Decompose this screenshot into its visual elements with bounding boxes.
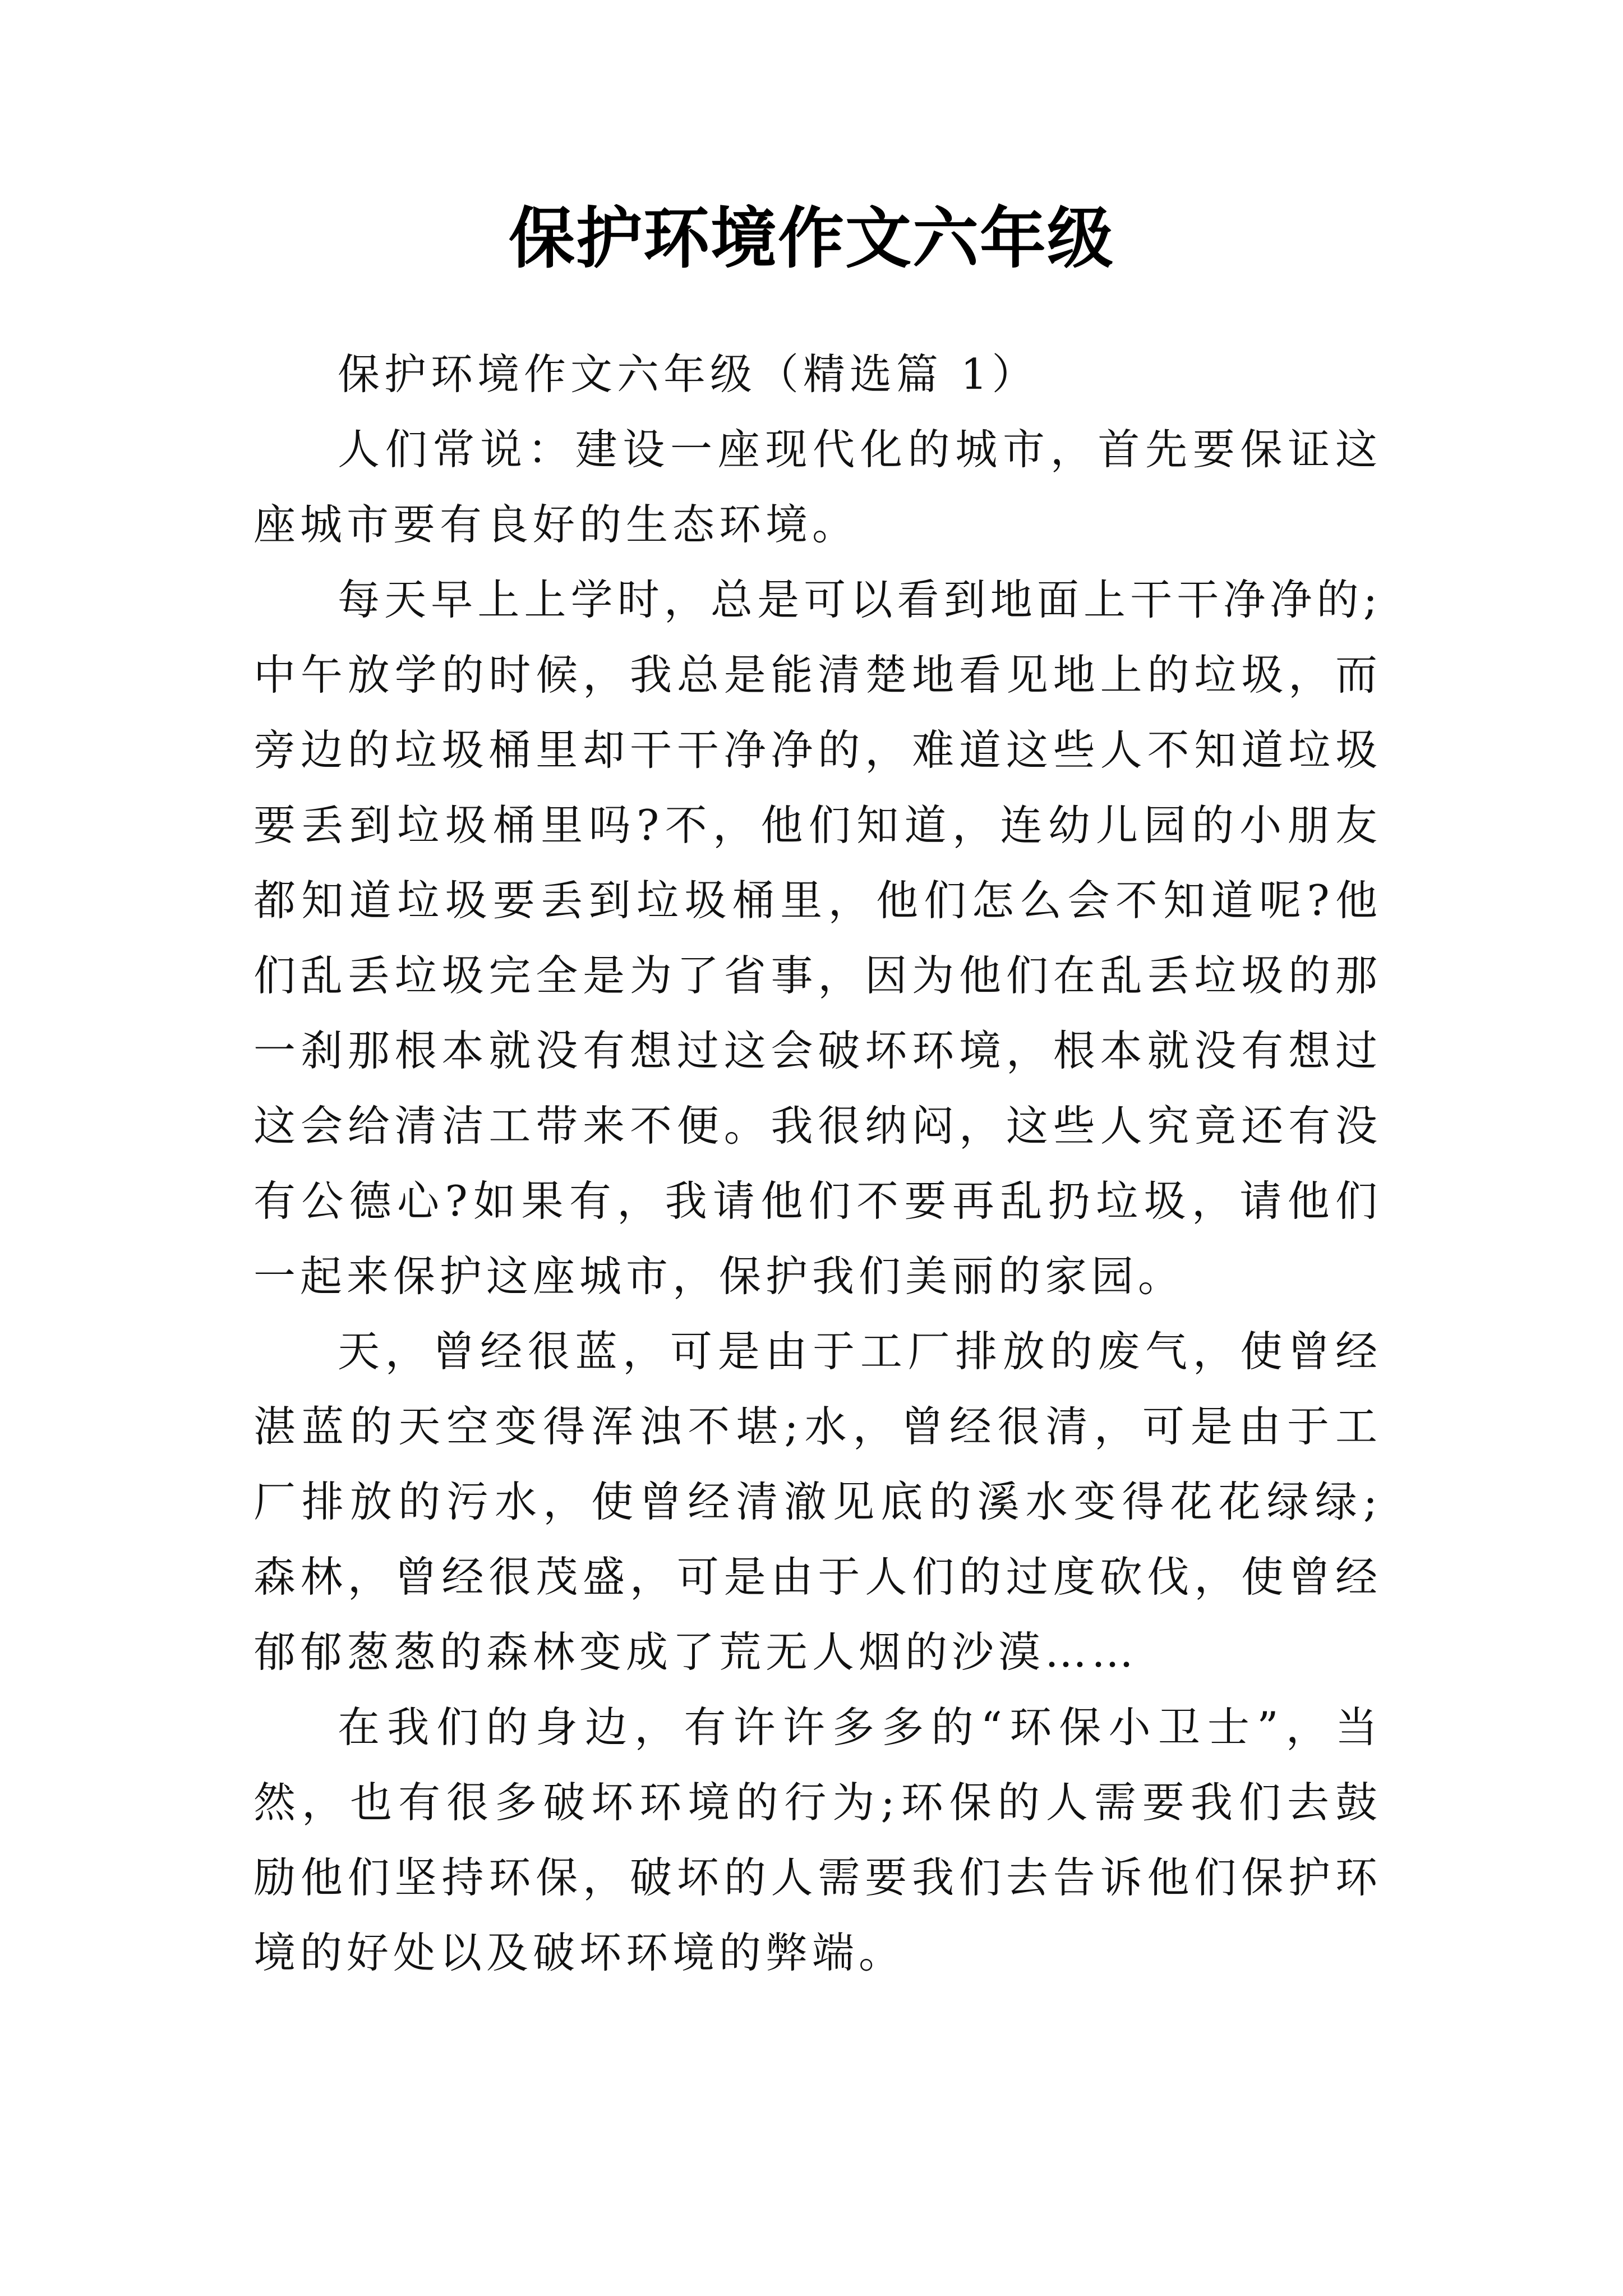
section-heading: 保护环境作文六年级（精选篇 1） [338,349,1039,399]
document-body [253,337,1382,1990]
page-title: 保护环境作文六年级 [508,199,1114,277]
paragraph: 天，曾经很蓝，可是由于工厂排放的废气，使曾经湛蓝的天空变得浑浊不堪;水，曾经很清，可是由于工厂排放的污水，使曾经清澈见底的溪水变得花花绿绿;森林，曾经很茂盛，可是由于人们的过度砍伐，使曾经郁郁葱葱的森林变成了荒无人烟的沙漠…… [253,1327,1382,1677]
paragraph: 人们常说：建设一座现代化的城市，首先要保证这座城市要有良好的生态环境。 [253,425,1382,549]
paragraph: 每天早上上学时，总是可以看到地面上干干净净的;中午放学的时候，我总是能清楚地看见地上的垃圾，而旁边的垃圾桶里却干干净净的，难道这些人不知道垃圾要丢到垃圾桶里吗?不，他们知道，连幼儿园的小朋友都知道垃圾要丢到垃圾桶里，他们怎么会不知道呢?他们乱丢垃圾完全是为了省事，因为他们在乱丢垃圾的那一刹那根本就没有想过这会破坏环境，根本就没有想过这会给清洁工带来不便。我很纳闷，这些人究竟还有没有公德心?如果有，我请他们不要再乱扔垃圾，请他们一起来保护这座城市，保护我们美丽的家园。 [253,575,1382,1301]
paragraph: 在我们的身边，有许许多多的“环保小卫士”，当然，也有很多破坏环境的行为;环保的人需要我们去鼓励他们坚持环保，破坏的人需要我们去告诉他们保护环境的好处以及破坏环境的弊端。 [253,1703,1382,1977]
